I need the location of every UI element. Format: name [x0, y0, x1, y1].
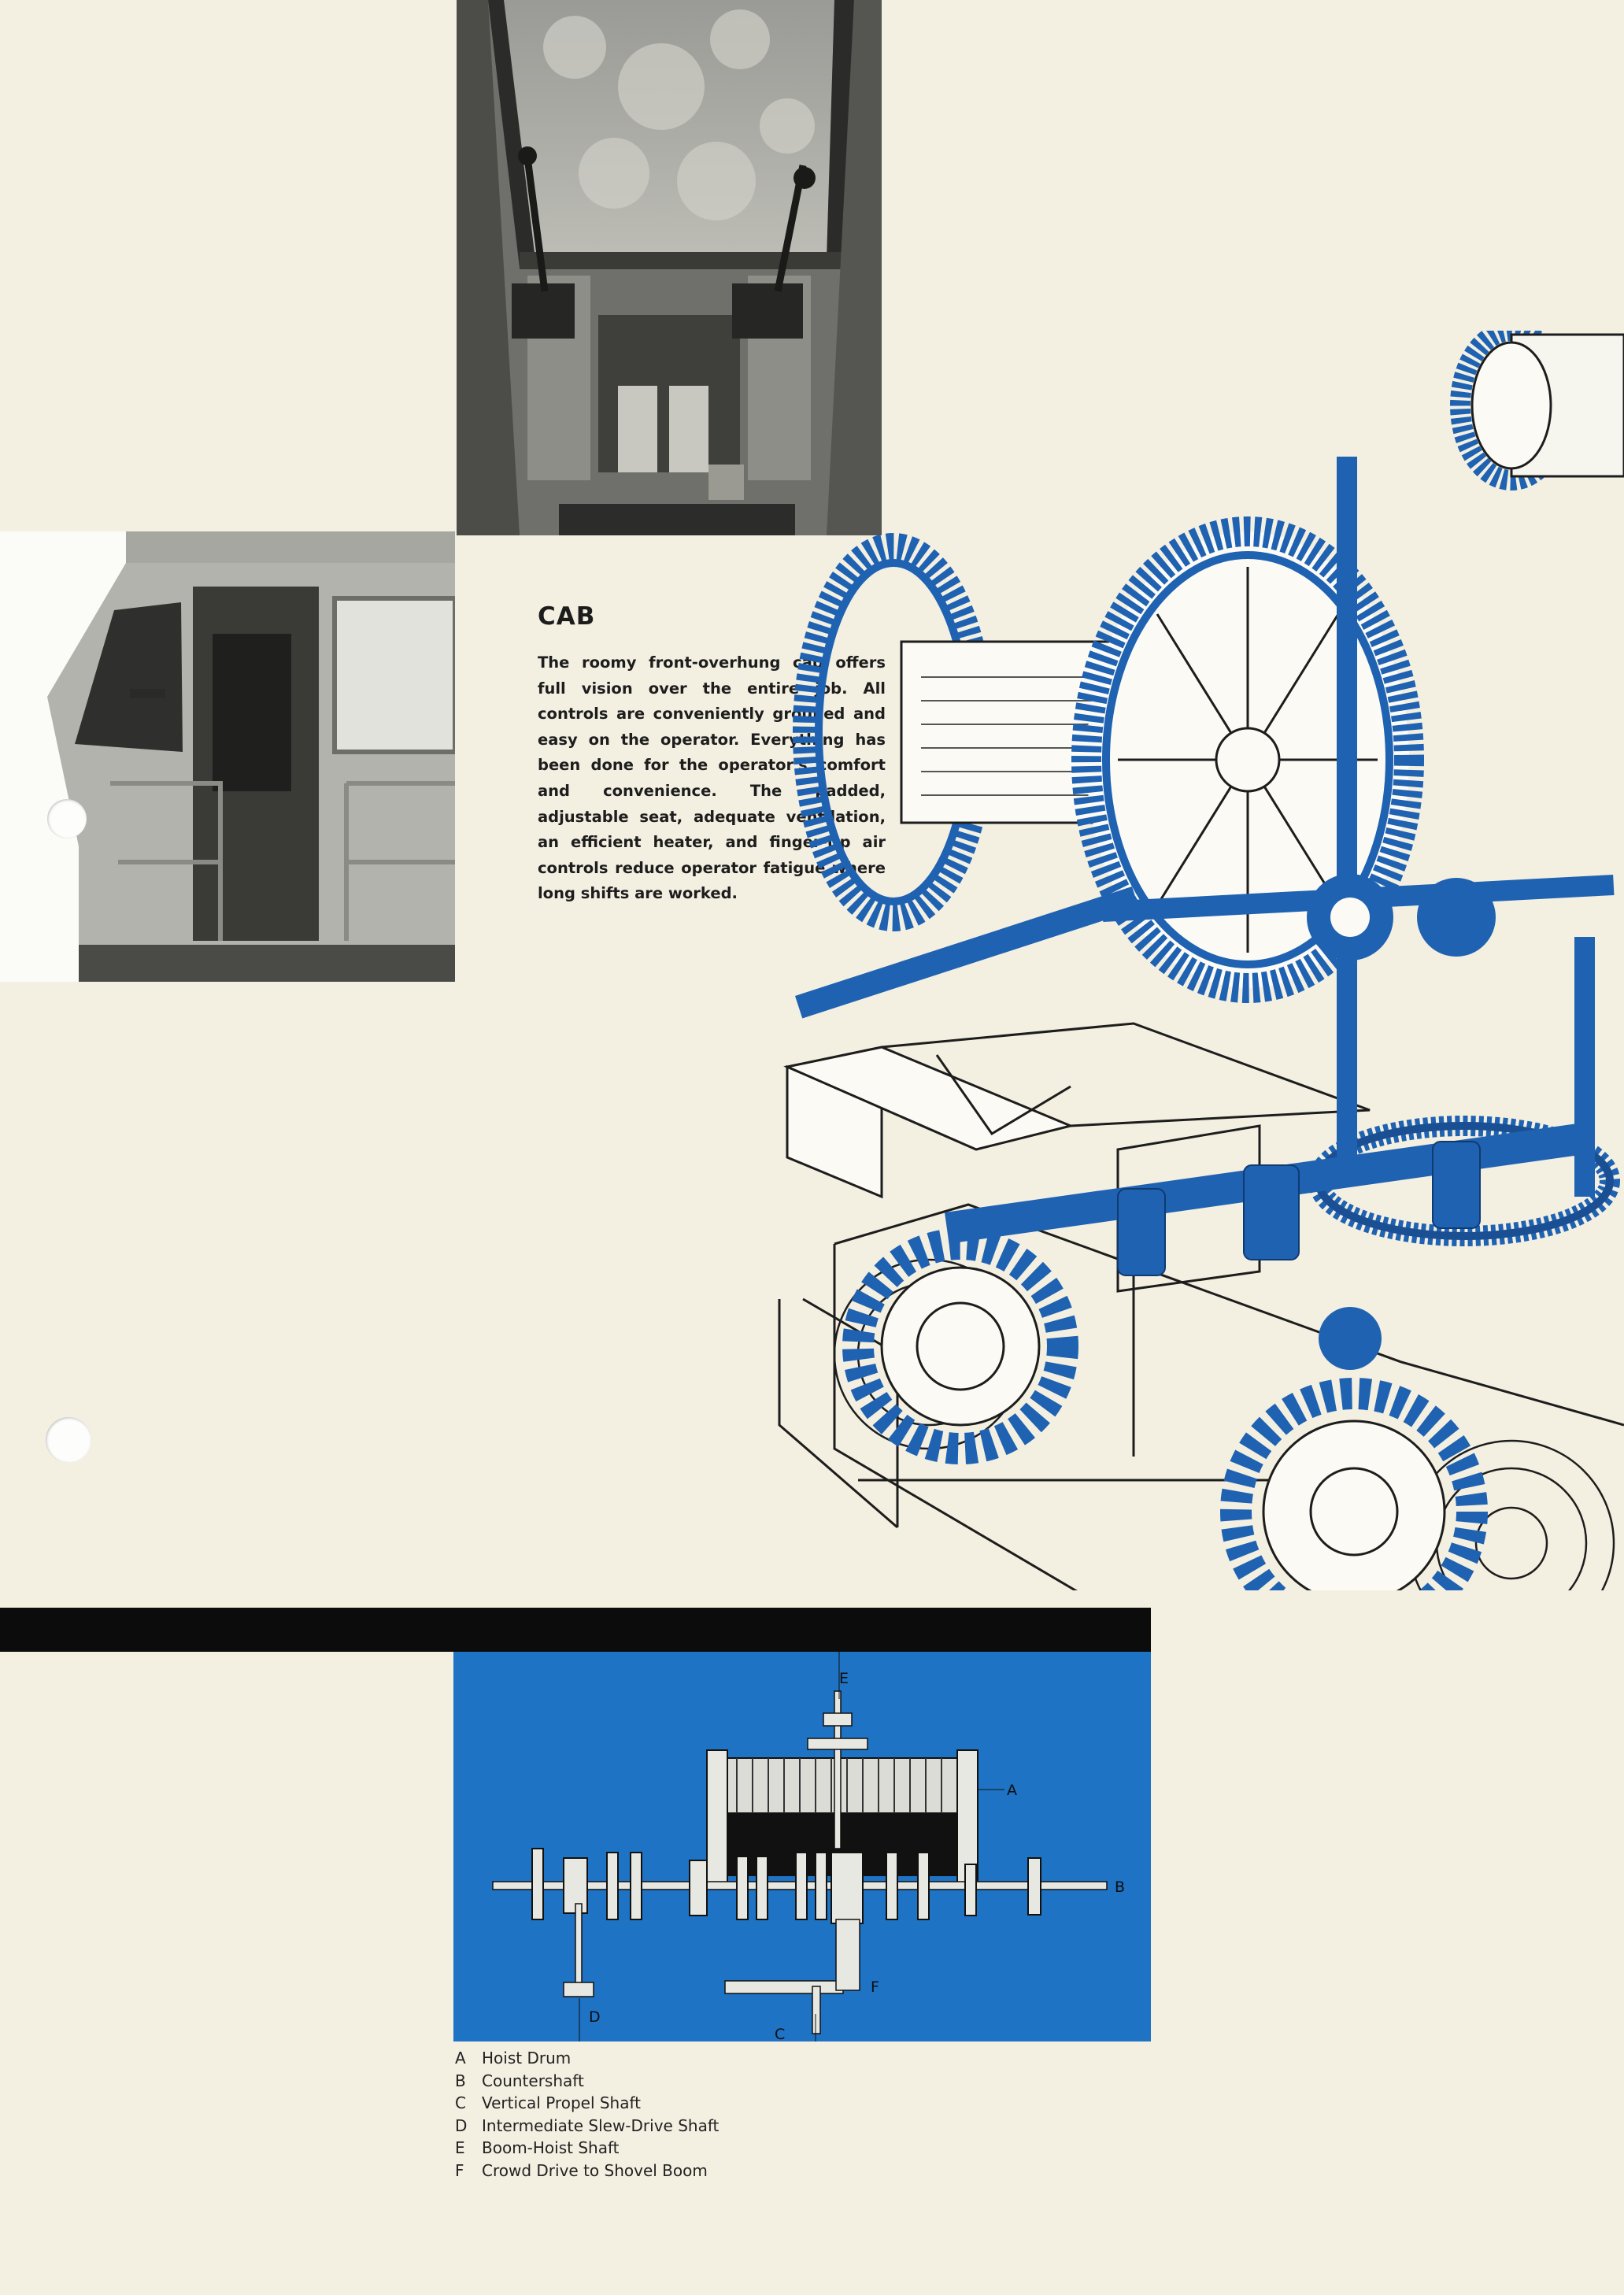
black-divider-band — [0, 1608, 1151, 1652]
legend-item: C Vertical Propel Shaft — [455, 2093, 642, 2113]
diagram-label-e: E — [839, 1670, 849, 1687]
diagram-label-f: F — [871, 1979, 879, 1996]
drive-schematic — [453, 1652, 1151, 2041]
legend-item: E Boom-Hoist Shaft — [455, 2138, 620, 2158]
diagram-label-d: D — [589, 2008, 601, 2026]
legend-item: B Countershaft — [455, 2071, 584, 2090]
diagram-label-b: B — [1115, 1879, 1126, 1896]
machinery-cutaway-illustration — [693, 331, 1624, 1590]
diagram-legend — [455, 2047, 719, 2182]
cab-description: The roomy front-overhung cab offers full vision over the entire job. All controls are conveniently grouped and easy on the operator. Everything has been done for the operator's comfort and convenience. The padded, adjustable seat, adequate ventilation, an efficient heater, and finger-tip air controls reduce operator fatigue where long shifts are worked. — [538, 653, 886, 903]
drive-schematic-panel — [453, 1652, 1151, 2041]
legend-item: A Hoist Drum — [455, 2049, 572, 2067]
cab-heading: CAB — [538, 602, 596, 631]
diagram-label-a: A — [1007, 1782, 1017, 1799]
legend-item: D Intermediate Slew-Drive Shaft — [455, 2115, 720, 2135]
legend-item: F Crowd Drive to Shovel Boom — [455, 2160, 708, 2180]
cab-exterior-photo — [0, 531, 455, 982]
diagram-label-c: C — [775, 2026, 786, 2041]
punch-hole — [46, 1417, 91, 1463]
